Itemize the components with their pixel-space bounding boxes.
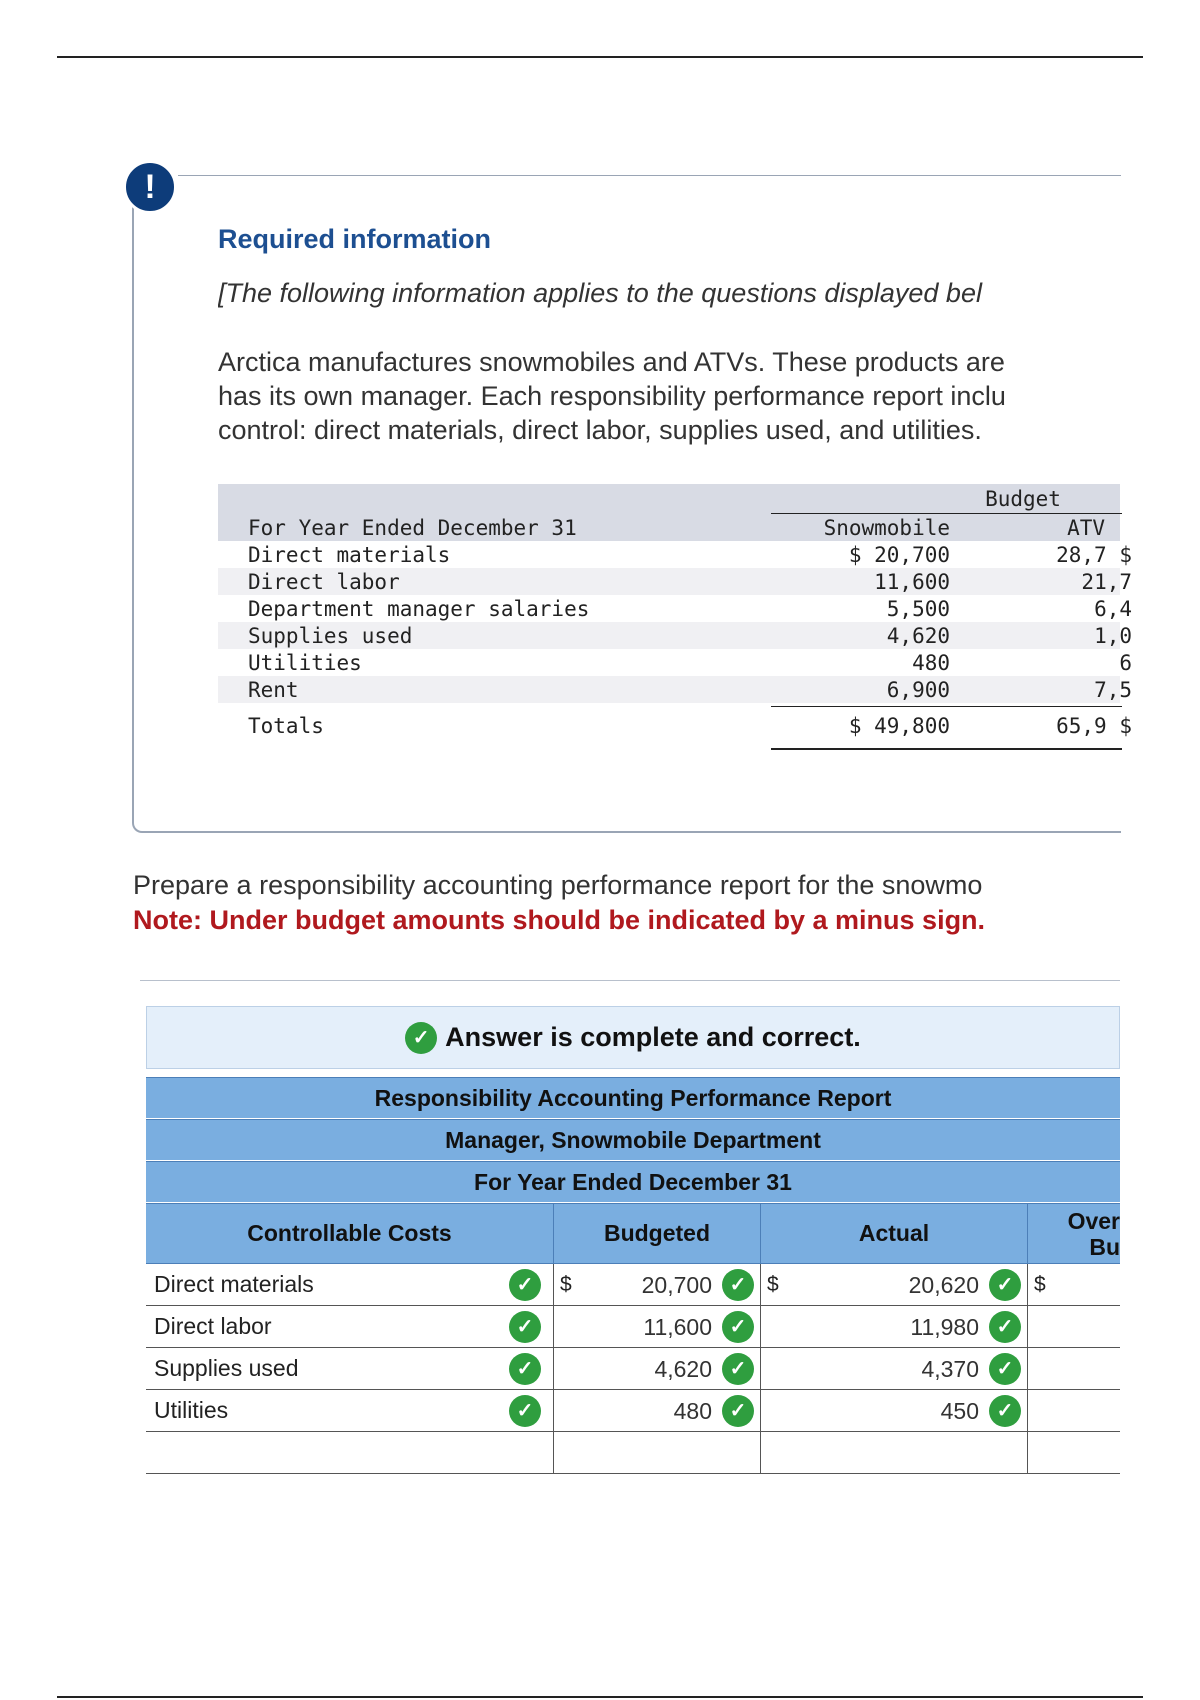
report-row-empty bbox=[146, 1432, 1120, 1474]
budget-row-label: Direct labor bbox=[248, 570, 400, 594]
actual-value: 11,980 bbox=[910, 1314, 979, 1340]
answer-status-text: Answer is complete and correct. bbox=[445, 1022, 861, 1052]
variance-cell[interactable] bbox=[1028, 1390, 1120, 1431]
check-icon: ✓ bbox=[722, 1269, 754, 1301]
check-icon: ✓ bbox=[989, 1353, 1021, 1385]
totals-atv-value: $ 65,9 bbox=[1056, 714, 1132, 738]
budget-atv-value: 21,7 bbox=[1081, 570, 1132, 594]
actual-cell[interactable] bbox=[761, 1348, 1028, 1389]
check-icon: ✓ bbox=[722, 1395, 754, 1427]
row-name: Utilities bbox=[154, 1397, 229, 1423]
report-row bbox=[146, 1306, 1120, 1348]
budget-row bbox=[218, 595, 1132, 622]
question-note: Note: Under budget amounts should be indicated by a minus sign. bbox=[133, 905, 986, 935]
row-name-cell[interactable] bbox=[146, 1264, 554, 1305]
budget-atv-value: $ 28,7 bbox=[1056, 543, 1132, 567]
budgeted-value: 480 bbox=[673, 1398, 712, 1424]
actual-cell[interactable] bbox=[761, 1264, 1028, 1305]
budget-row-label: Utilities bbox=[248, 651, 362, 675]
check-icon: ✓ bbox=[722, 1353, 754, 1385]
budget-column-header-row bbox=[218, 514, 1120, 541]
budgeted-value: 20,700 bbox=[641, 1272, 712, 1298]
budget-snowmobile-value: 480 bbox=[912, 651, 950, 675]
check-icon: ✓ bbox=[989, 1311, 1021, 1343]
row-name-cell[interactable] bbox=[146, 1432, 554, 1473]
top-rule bbox=[57, 56, 1143, 58]
actual-cell[interactable] bbox=[761, 1390, 1028, 1431]
actual-value: 450 bbox=[940, 1398, 979, 1424]
paragraph-line: control: direct materials, direct labor, supplies used, and utilities. bbox=[218, 415, 982, 445]
budget-atv-value: 6 bbox=[1119, 651, 1132, 675]
budget-row bbox=[218, 568, 1132, 595]
budget-snowmobile-value: $ 20,700 bbox=[848, 543, 950, 567]
answer-status-banner bbox=[146, 1006, 1120, 1069]
actual-value: 4,370 bbox=[921, 1356, 979, 1382]
controllable-costs-header: Controllable Costs bbox=[146, 1204, 554, 1263]
required-info-title: Required information bbox=[218, 224, 492, 254]
check-icon: ✓ bbox=[509, 1395, 541, 1427]
question-prompt: Prepare a responsibility accounting performance report for the snowmo bbox=[133, 870, 983, 900]
snowmobile-column-header: Snowmobile bbox=[823, 516, 950, 540]
bottom-rule bbox=[57, 1696, 1143, 1698]
budget-snowmobile-value: 11,600 bbox=[874, 570, 950, 594]
budgeted-cell[interactable] bbox=[554, 1264, 761, 1305]
variance-cell[interactable] bbox=[1028, 1264, 1120, 1305]
budget-snowmobile-value: 4,620 bbox=[886, 624, 950, 648]
budget-totals-row bbox=[218, 712, 1132, 739]
currency-symbol: $ bbox=[767, 1273, 779, 1296]
report-period: For Year Ended December 31 bbox=[146, 1161, 1120, 1202]
report-header-row bbox=[146, 1203, 1120, 1264]
budgeted-value: 11,600 bbox=[643, 1314, 712, 1340]
totals-double-rule bbox=[771, 748, 1122, 750]
row-name: Direct labor bbox=[154, 1313, 272, 1339]
variance-cell[interactable] bbox=[1028, 1306, 1120, 1347]
report-title: Responsibility Accounting Performance Report bbox=[146, 1077, 1120, 1118]
required-info-paragraph bbox=[218, 345, 1120, 447]
over-under-header-line2: Bu bbox=[1089, 1233, 1120, 1260]
check-icon: ✓ bbox=[989, 1269, 1021, 1301]
check-icon: ✓ bbox=[509, 1311, 541, 1343]
totals-label: Totals bbox=[248, 714, 324, 738]
report-row bbox=[146, 1390, 1120, 1432]
budget-atv-value: 6,4 bbox=[1094, 597, 1132, 621]
variance-cell[interactable] bbox=[1028, 1348, 1120, 1389]
paragraph-line: Arctica manufactures snowmobiles and ATVs. These products are bbox=[218, 347, 1005, 377]
alert-icon: ! bbox=[123, 160, 177, 214]
row-name-cell[interactable] bbox=[146, 1390, 554, 1431]
budget-row-label: Supplies used bbox=[248, 624, 413, 648]
budgeted-cell[interactable] bbox=[554, 1348, 761, 1389]
budgeted-cell[interactable] bbox=[554, 1432, 761, 1473]
section-divider bbox=[140, 980, 1120, 981]
report-row bbox=[146, 1348, 1120, 1390]
actual-header: Actual bbox=[761, 1204, 1028, 1263]
actual-value: 20,620 bbox=[908, 1272, 979, 1298]
report-row bbox=[146, 1264, 1120, 1306]
totals-snowmobile-value: $ 49,800 bbox=[848, 714, 950, 738]
variance-cell[interactable] bbox=[1028, 1432, 1120, 1473]
over-under-header bbox=[1028, 1204, 1120, 1263]
budget-group-header: Budget bbox=[985, 487, 1061, 511]
budget-row bbox=[218, 622, 1132, 649]
paragraph-line: has its own manager. Each responsibility performance report inclu bbox=[218, 381, 1006, 411]
row-name-cell[interactable] bbox=[146, 1306, 554, 1347]
budget-row-label: Rent bbox=[248, 678, 299, 702]
budget-row-label: Direct materials bbox=[248, 543, 451, 567]
budget-row bbox=[218, 649, 1132, 676]
budget-atv-value: 1,0 bbox=[1094, 624, 1132, 648]
currency-symbol: $ bbox=[1034, 1273, 1046, 1296]
totals-top-rule bbox=[771, 706, 1122, 707]
budget-row bbox=[218, 541, 1132, 568]
check-icon: ✓ bbox=[989, 1395, 1021, 1427]
check-icon: ✓ bbox=[509, 1269, 541, 1301]
budget-row bbox=[218, 676, 1132, 703]
check-icon: ✓ bbox=[405, 1022, 437, 1054]
budgeted-header: Budgeted bbox=[554, 1204, 761, 1263]
report-manager: Manager, Snowmobile Department bbox=[146, 1119, 1120, 1160]
check-icon: ✓ bbox=[509, 1353, 541, 1385]
row-name-cell[interactable] bbox=[146, 1348, 554, 1389]
budget-row-label: Department manager salaries bbox=[248, 597, 590, 621]
required-info-intro: [The following information applies to the questions displayed bel bbox=[218, 278, 982, 308]
budgeted-value: 4,620 bbox=[654, 1356, 712, 1382]
currency-symbol: $ bbox=[560, 1273, 572, 1296]
check-icon: ✓ bbox=[722, 1311, 754, 1343]
row-name: Supplies used bbox=[154, 1355, 299, 1381]
budgeted-cell[interactable] bbox=[554, 1390, 761, 1431]
budgeted-cell[interactable] bbox=[554, 1306, 761, 1347]
period-label: For Year Ended December 31 bbox=[248, 516, 577, 540]
budget-atv-value: 7,5 bbox=[1094, 678, 1132, 702]
over-under-header-line1: Over bbox=[1067, 1207, 1120, 1234]
budget-snowmobile-value: 6,900 bbox=[886, 678, 950, 702]
actual-cell[interactable] bbox=[761, 1306, 1028, 1347]
row-name: Direct materials bbox=[154, 1271, 314, 1297]
atv-column-header: ATV bbox=[1067, 516, 1105, 540]
budget-snowmobile-value: 5,500 bbox=[886, 597, 950, 621]
info-box-top-border bbox=[178, 175, 1121, 176]
actual-cell[interactable] bbox=[761, 1432, 1028, 1473]
